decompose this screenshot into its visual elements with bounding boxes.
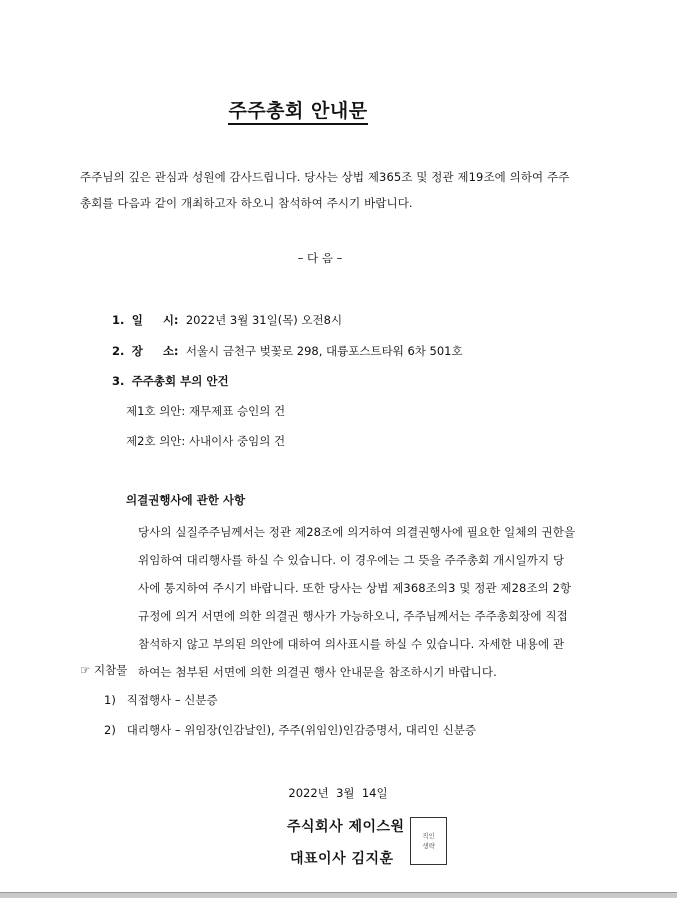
section-marker: – 다 음 – bbox=[297, 251, 343, 265]
intro-line-2: 총회를 다음과 같이 개최하고자 하오니 참석하여 주시기 바랍니다. bbox=[80, 196, 413, 210]
voting-line-4: 규정에 의거 서면에 의한 의결권 행사가 가능하오니, 주주님께서는 주주총회장에 직접 bbox=[138, 609, 568, 623]
document-title: 주주총회 안내문 bbox=[0, 96, 596, 123]
item-date-time: 1. 일 시: 2022년 3월 31일(목) 오전8시 bbox=[112, 313, 343, 327]
intro-line-1: 주주님의 깊은 관심과 성원에 감사드립니다. 당사는 상법 제365조 및 정관 제19조에 의하여 주주 bbox=[80, 170, 570, 184]
item-place: 2. 장 소: 서울시 금천구 벚꽃로 298, 대륭포스트타워 6차 501호 bbox=[112, 344, 463, 358]
voting-line-3: 사에 통지하여 주시기 바랍니다. 또한 당사는 상법 제368조의3 및 정관 제28조의 2항 bbox=[138, 581, 572, 595]
item-agenda-heading: 3. 주주총회 부의 안건 bbox=[112, 374, 229, 388]
company-name: 주식회사 제이스원 bbox=[287, 819, 405, 835]
bring-item-1: 1) 직접행사 – 신분증 bbox=[104, 693, 218, 707]
agenda-item-1: 제1호 의안: 재무제표 승인의 건 bbox=[126, 404, 286, 418]
voting-heading: 의결권행사에 관한 사항 bbox=[126, 493, 246, 507]
voting-line-5: 참석하지 않고 부의된 의안에 대하여 의사표시를 하실 수 있습니다. 자세한 내용에 관 bbox=[138, 637, 565, 651]
seal-omitted-stamp: 직인 생략 bbox=[410, 817, 447, 865]
bring-heading-row bbox=[80, 662, 127, 678]
pointing-hand-icon: ☞ bbox=[80, 663, 91, 677]
voting-line-2: 위임하여 대리행사를 하실 수 있습니다. 이 경우에는 그 뜻을 주주총회 개시일까지 당 bbox=[138, 553, 565, 567]
voting-line-6: 하여는 첨부된 서면에 의한 의결권 행사 안내문을 참조하시기 바랍니다. bbox=[138, 665, 497, 679]
voting-paragraph bbox=[138, 518, 613, 686]
agenda-item-2: 제2호 의안: 사내이사 중임의 건 bbox=[126, 434, 286, 448]
intro-paragraph bbox=[80, 164, 610, 216]
bring-heading: 지참물 bbox=[93, 663, 128, 677]
voting-line-1: 당사의 실질주주님께서는 정관 제28조에 의거하여 의결권행사에 필요한 일체의 권한을 bbox=[138, 525, 576, 539]
page-bottom-edge bbox=[0, 892, 677, 898]
ceo-name: 대표이사 김지훈 bbox=[290, 851, 394, 867]
notice-date: 2022년 3월 14일 bbox=[288, 786, 388, 800]
bring-item-2: 2) 대리행사 – 위임장(인감날인), 주주(위임인)인감증명서, 대리인 신분증 bbox=[104, 723, 477, 737]
